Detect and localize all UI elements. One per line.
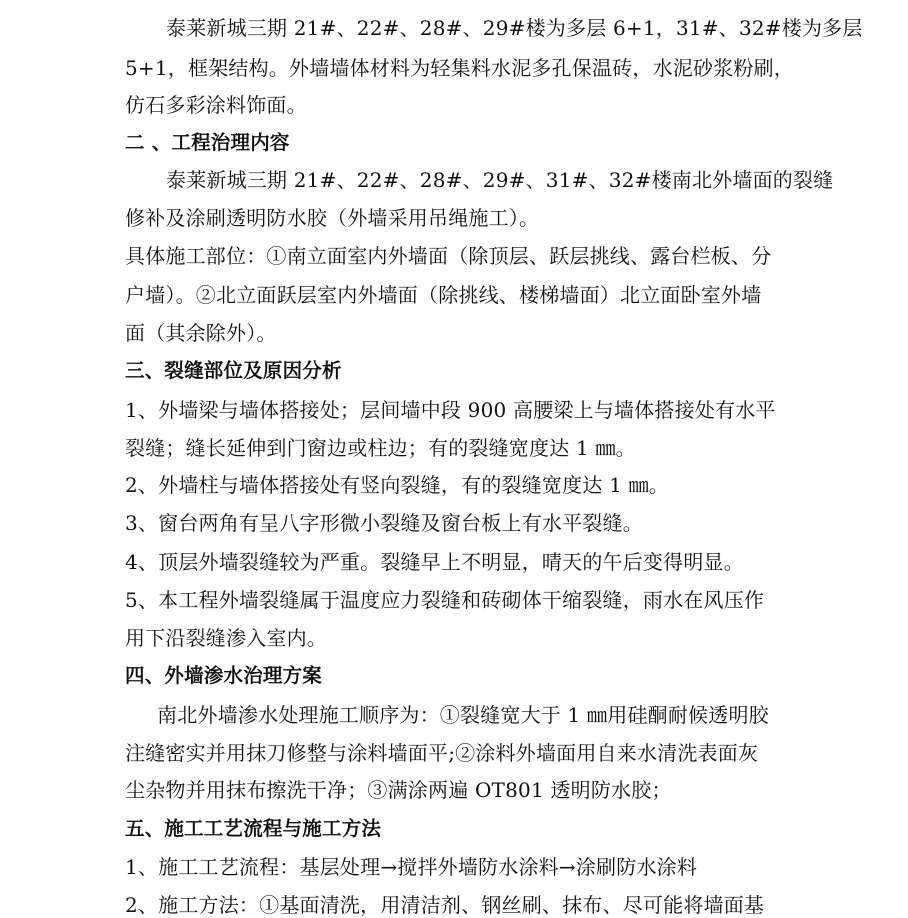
paragraph-line: 南北外墙渗水处理施工顺序为：①裂缝宽大于 1 ㎜用硅酮耐候透明胶 [157,703,769,727]
paragraph-line: 户墙）。②北立面跃层室内外墙面（除挑线、楼梯墙面）北立面卧室外墙 [125,283,762,307]
list-item: 3、窗台两角有呈八字形微小裂缝及窗台板上有水平裂缝。 [125,511,643,535]
paragraph-line: 仿石多彩涂料饰面。 [125,93,307,117]
paragraph-line: 修补及涂刷透明防水胶（外墙采用吊绳施工）。 [125,206,540,230]
list-item: 1、外墙梁与墙体搭接处；层间墙中段 900 高腰梁上与墙体搭接处有水平 [125,398,776,422]
section-heading: 三、裂缝部位及原因分析 [125,359,342,382]
section-heading: 五、施工工艺流程与施工方法 [125,817,382,840]
list-item: 2、施工方法：①基面清洗，用清洁剂、钢丝刷、抹布、尽可能将墙面基 [125,893,765,917]
list-item: 5、本工程外墙裂缝属于温度应力裂缝和砖砌体干缩裂缝，雨水在风压作 [125,588,765,612]
list-item: 用下沿裂缝渗入室内。 [125,626,327,650]
paragraph-line: 泰莱新城三期 21#、22#、28#、29#、31#、32#楼南北外墙面的裂缝 [166,168,834,192]
page-top-edge [0,0,908,3]
paragraph-line: 泰莱新城三期 21#、22#、28#、29#楼为多层 6+1，31#、32#楼为多层 [166,16,863,40]
paragraph-line: 5+1，框架结构。外墙墙体材料为轻集料水泥多孔保温砖，水泥砂浆粉刷， [125,56,795,80]
list-item: 1、施工工艺流程：基层处理→搅拌外墙防水涂料→涂刷防水涂料 [125,855,698,879]
paragraph-line: 面（其余除外）。 [125,321,277,345]
paragraph-line: 尘杂物并用抹布擦洗干净；③满涂两遍 OT801 透明防水胶； [125,778,672,802]
paragraph-line: 注缝密实并用抹刀修整与涂料墙面平;②涂料外墙面用自来水清洗表面灰 [125,741,759,765]
section-heading: 四、外墙渗水治理方案 [125,664,323,687]
list-item: 2、外墙柱与墙体搭接处有竖向裂缝，有的裂缝宽度达 1 ㎜。 [125,473,669,497]
list-item: 4、顶层外墙裂缝较为严重。裂缝早上不明显，晴天的午后变得明显。 [125,550,744,574]
list-item: 裂缝；缝长延伸到门窗边或柱边；有的裂缝宽度达 1 ㎜。 [125,436,636,460]
paragraph-line: 具体施工部位：①南立面室内外墙面（除顶层、跃层挑线、露台栏板、分 [125,244,772,268]
section-heading: 二 、工程治理内容 [125,131,290,154]
